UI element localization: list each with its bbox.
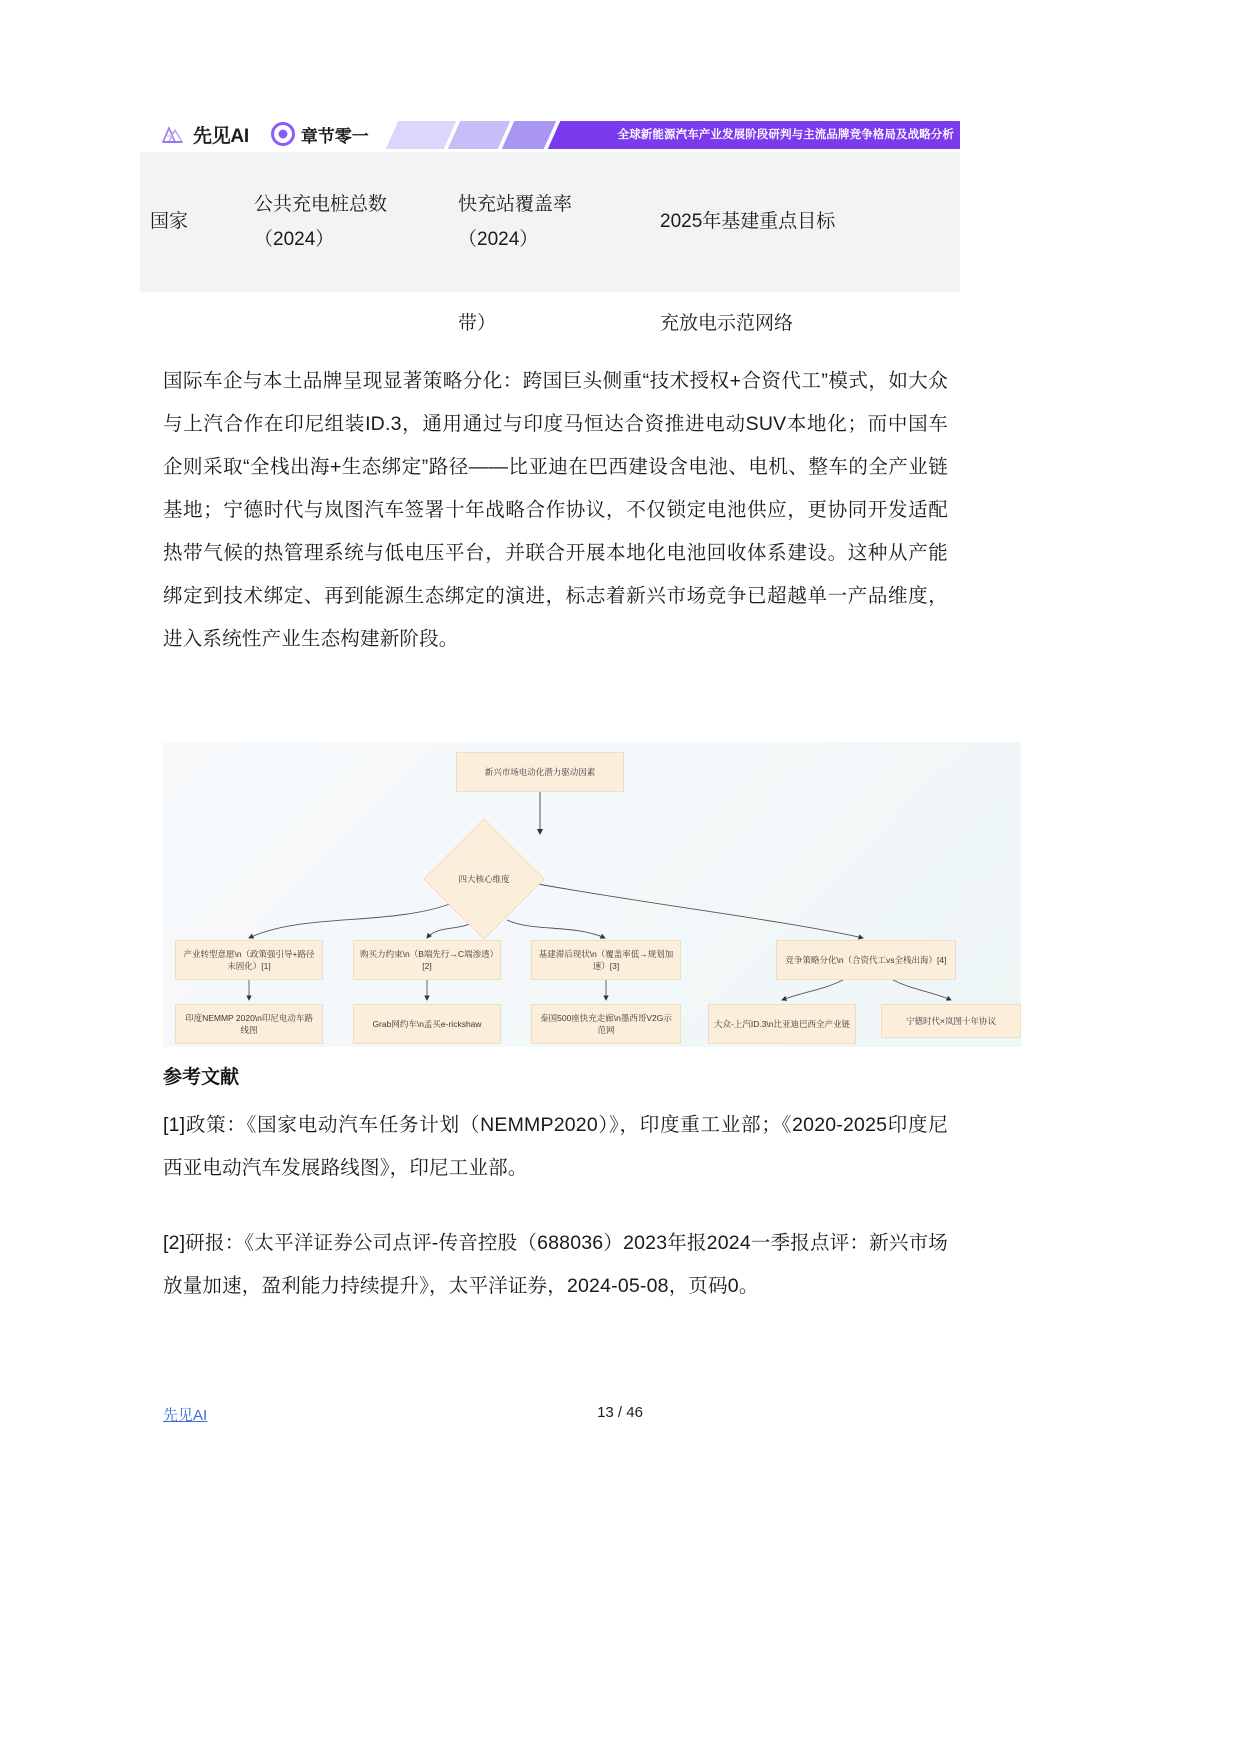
- col-header-country: 国家: [150, 211, 189, 233]
- table-row: [140, 292, 960, 355]
- header-banner: [380, 121, 960, 149]
- cell-fast-charge: 带）: [458, 313, 497, 334]
- diagram-node-bottom-1: 印度NEMMP 2020\n印尼电动车路线图: [175, 1004, 323, 1044]
- data-table: [140, 152, 960, 355]
- footer-brand-link[interactable]: 先见AI: [163, 1407, 208, 1424]
- brand-name: 先见AI: [193, 125, 249, 147]
- brand-logo: [140, 121, 255, 148]
- cell-public-chargers: [232, 292, 442, 355]
- col-header-target-2025: 2025年基建重点目标: [660, 211, 836, 233]
- cell-country: [140, 292, 232, 355]
- diagram-node-root: 新兴市场电动化潜力驱动因素: [456, 752, 624, 792]
- diagram-node-bottom-4: 大众-上汽ID.3\n比亚迪巴西全产业链: [708, 1004, 856, 1044]
- reference-item-2: [2]研报：《太平洋证券公司点评-传音控股（688036）2023年报2024一季报点评：新兴市场放量加速，盈利能力持续提升》，太平洋证券，2024-05-08，页码0。: [163, 1232, 948, 1297]
- banner-stripe-1: [386, 121, 456, 149]
- cell-target-2025: 充放电示范网络: [660, 313, 794, 334]
- col-header-fast-charge: [442, 152, 642, 292]
- chapter-label: 章节零一: [300, 126, 369, 146]
- body-paragraph: 国际车企与本土品牌呈现显著策略分化：跨国巨头侧重“技术授权+合资代工”模式，如大众与上汽合作在印尼组装ID.3，通用通过与印度马恒达合资推进电动SUV本地化；而中国车企则采取“全栈出海+生态绑定”路径——比亚迪在巴西建设含电池、电机、整车的全产业链基地；宁德时代与岚图汽车签署十年战略合作协议，不仅锁定电池供应，更协同开发适配热带气候的热管理系统与低电压平台，并联合开展本地化电池回收体系建设。这种从产能绑定到技术绑定、再到能源生态绑定的演进，标志着新兴市场竞争已超越单一产品维度，进入系统性产业生态构建新阶段。: [163, 370, 948, 650]
- banner-title: 全球新能源汽车产业发展阶段研判与主流品牌竞争格局及战略分析: [617, 129, 954, 141]
- diagram-node-bottom-5: 宁德时代×岚图十年协议: [881, 1004, 1021, 1038]
- mountain-logo-icon: [160, 121, 186, 147]
- diagram-node-middle-4: 竞争策略分化\n（合资代工vs全栈出海）[4]: [776, 940, 956, 980]
- chapter-badge: [271, 122, 369, 147]
- table-header-row: [140, 152, 960, 292]
- diagram-node-middle-1: 产业转型意愿\n（政策强引导+路径未固化）[1]: [175, 940, 323, 980]
- col-header-fast-charge-line1: 快充站覆盖率: [458, 193, 573, 215]
- col-header-fast-charge-line2: （2024）: [458, 229, 539, 250]
- diagram-node-bottom-3: 泰国500座快充走廊\n墨西哥V2G示范网: [531, 1004, 681, 1044]
- col-header-public-chargers-line2: （2024）: [254, 229, 335, 250]
- diagram-node-bottom-2: Grab网约车\n孟买e-rickshaw: [353, 1004, 501, 1044]
- reference-item-1: [1]政策：《国家电动汽车任务计划（NEMMP2020）》，印度重工业部；《2020-2025印度尼西亚电动汽车发展路线图》，印尼工业部。: [163, 1114, 948, 1179]
- chapter-circle-icon: [271, 122, 295, 146]
- diagram-node-middle-3: 基建滞后现状\n（覆盖率低→规划加速）[3]: [531, 940, 681, 980]
- col-header-public-chargers-line1: 公共充电桩总数: [254, 193, 388, 215]
- diagram-node-hub-label: 四大核心维度: [458, 874, 510, 884]
- banner-stripe-3: [502, 121, 556, 149]
- diagram-node-middle-2: 购买力约束\n（B端先行→C端渗透）[2]: [353, 940, 501, 980]
- banner-stripe-2: [448, 121, 510, 149]
- flow-diagram: [163, 742, 1021, 1047]
- references-title: 参考文献: [163, 1067, 240, 1088]
- footer-page-number: 13 / 46: [597, 1404, 643, 1421]
- col-header-public-chargers: [232, 152, 442, 292]
